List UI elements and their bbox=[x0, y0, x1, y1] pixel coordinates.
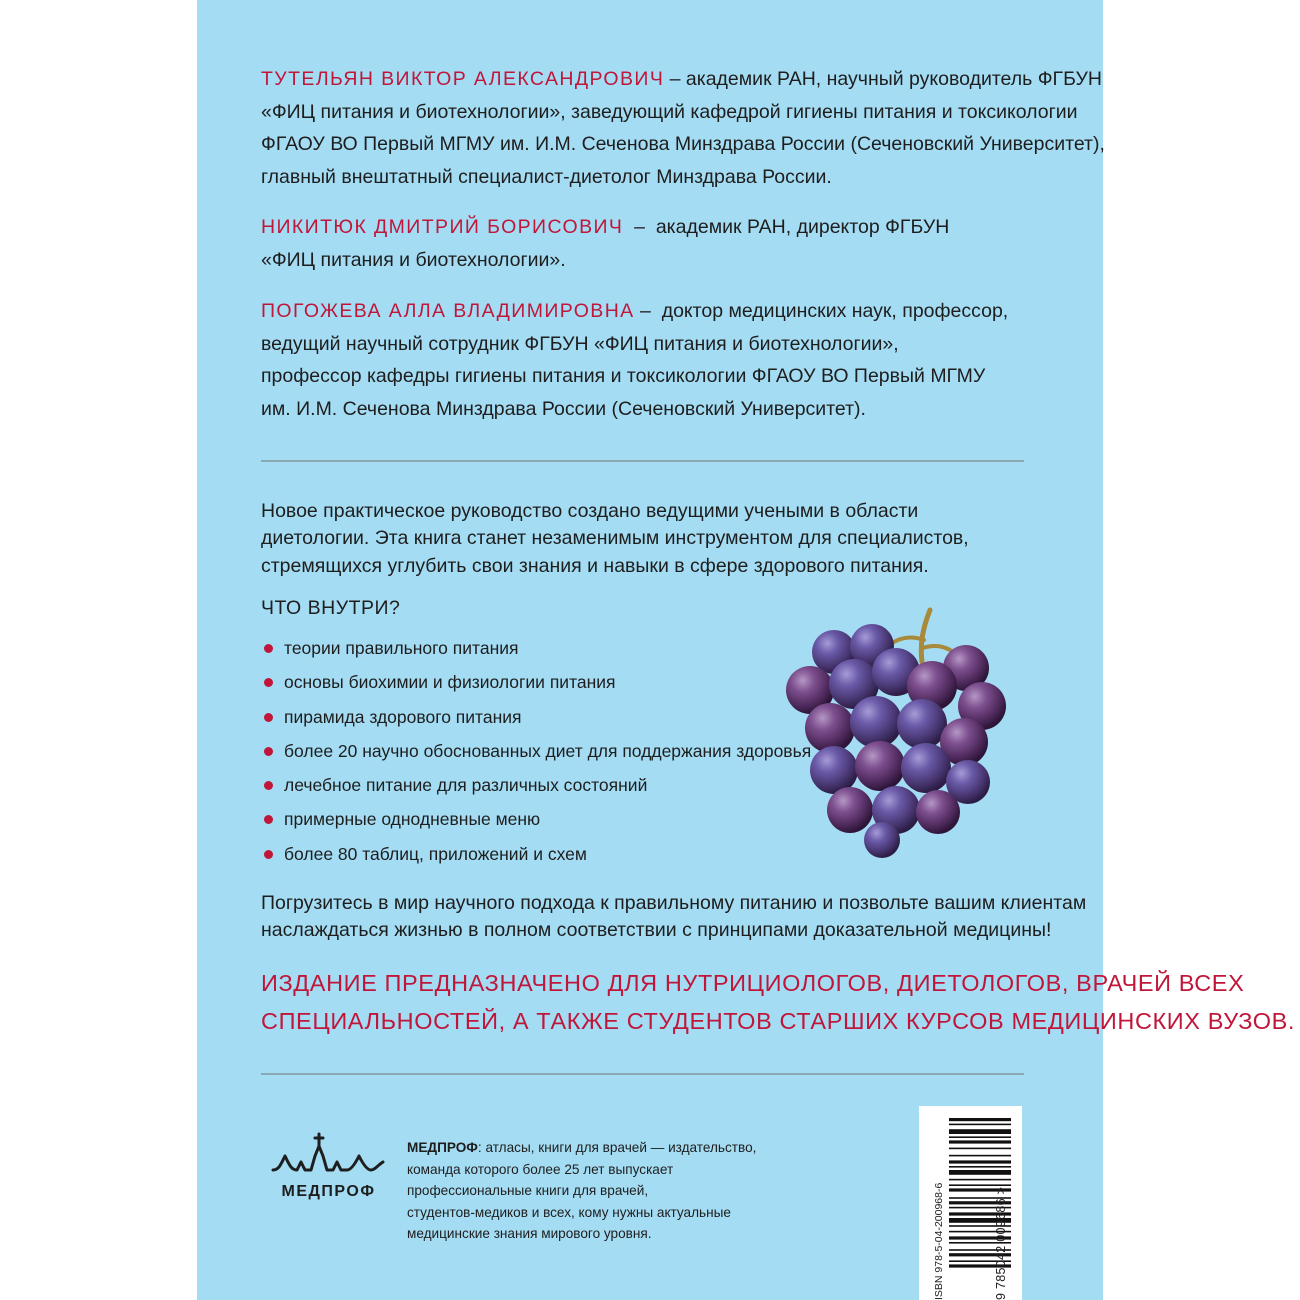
intro-line: диетологии. Эта книга станет незаменимым инструментом для специалистов, bbox=[261, 527, 969, 550]
author-desc-line: «ФИЦ питания и биотехнологии», заведующий кафедрой гигиены питания и токсикологии bbox=[261, 100, 1078, 123]
about-line: : атласы, книги для врачей — издательство, bbox=[477, 1140, 757, 1155]
about-line: студентов-медиков и всех, кому нужны актуальные bbox=[407, 1204, 731, 1220]
inside-heading: ЧТО ВНУТРИ? bbox=[261, 597, 401, 619]
list-item-label: пирамида здорового питания bbox=[284, 706, 522, 727]
skyline-icon bbox=[271, 1126, 386, 1178]
publisher-logo bbox=[271, 1126, 386, 1206]
barcode-bar bbox=[949, 1148, 1011, 1150]
author-desc-line: – академик РАН, научный руководитель ФГБУН bbox=[664, 68, 1102, 90]
author-name: НИКИТЮК ДМИТРИЙ БОРИСОВИЧ bbox=[261, 216, 624, 238]
list-item-label: теории правильного питания bbox=[284, 638, 519, 658]
about-line: команда которого более 25 лет выпускает bbox=[407, 1161, 674, 1177]
about-line: профессиональные книги для врачей, bbox=[407, 1183, 649, 1199]
divider bbox=[261, 1073, 1024, 1075]
list-item bbox=[264, 807, 811, 841]
audience-statement bbox=[261, 965, 1295, 1040]
publisher-logo-text: МЕДПРОФ bbox=[281, 1183, 376, 1200]
barcode-bar bbox=[949, 1140, 1011, 1143]
grapes-illustration bbox=[770, 600, 1050, 860]
list-item bbox=[264, 705, 811, 739]
ean-text: 9 785042 009686 > bbox=[994, 1186, 1008, 1300]
bullet-icon bbox=[264, 850, 273, 859]
barcode-bar bbox=[949, 1155, 1011, 1157]
barcode-bar bbox=[949, 1160, 1011, 1163]
bullet-icon bbox=[264, 815, 273, 824]
list-item bbox=[264, 636, 811, 670]
author-desc-line: – доктор медицинских наук, профессор, bbox=[634, 300, 1009, 322]
intro-line: Новое практическое руководство создано ведущими учеными в области bbox=[261, 500, 919, 522]
audience-line: ИЗДАНИЕ ПРЕДНАЗНАЧЕНО ДЛЯ НУТРИЦИОЛОГОВ, ДИЕТОЛОГОВ, ВРАЧЕЙ ВСЕХ bbox=[261, 970, 1245, 996]
about-line: медицинские знания мирового уровня. bbox=[407, 1226, 652, 1242]
grape-bunch bbox=[786, 624, 1006, 858]
closing-line: наслаждаться жизнью в полном соответствии с принципами доказательной медицины! bbox=[261, 919, 1052, 942]
intro-paragraph bbox=[261, 498, 969, 580]
author-name: ТУТЕЛЬЯН ВИКТОР АЛЕКСАНДРОВИЧ bbox=[261, 68, 665, 90]
author-desc-line: «ФИЦ питания и биотехнологии». bbox=[261, 248, 566, 271]
author-name: ПОГОЖЕВА АЛЛА ВЛАДИМИРОВНА bbox=[261, 300, 635, 322]
list-item-label: лечебное питание для различных состояний bbox=[284, 775, 648, 796]
author-desc-line: им. И.М. Сеченова Минздрава России (Сеченовский Университет). bbox=[261, 397, 866, 420]
author-desc-line: ФГАОУ ВО Первый МГМУ им. И.М. Сеченова Минздрава России (Сеченовский Университет), bbox=[261, 133, 1105, 156]
list-item-label: примерные однодневные меню bbox=[284, 809, 541, 830]
author-desc-line: профессор кафедры гигиены питания и токсикологии ФГАОУ ВО Первый МГМУ bbox=[261, 365, 986, 388]
closing-line: Погрузитесь в мир научного подхода к правильному питанию и позвольте вашим клиентам bbox=[261, 892, 1087, 914]
publisher-name: МЕДПРОФ bbox=[407, 1140, 478, 1155]
author-tutelyan bbox=[261, 63, 1105, 193]
barcode-bar bbox=[949, 1184, 1011, 1186]
author-desc-line: главный внештатный специалист-диетолог Минздрава России. bbox=[261, 165, 832, 188]
barcode-bar bbox=[949, 1118, 1011, 1121]
bullet-icon bbox=[264, 747, 273, 756]
author-nikityuk bbox=[261, 211, 949, 276]
barcode-bar bbox=[949, 1170, 1011, 1175]
list-item bbox=[264, 739, 811, 773]
author-desc-line: – академик РАН, директор ФГБУН bbox=[623, 216, 950, 238]
barcode-bar bbox=[949, 1166, 1011, 1168]
barcode-bar bbox=[949, 1179, 1011, 1181]
bullet-icon bbox=[264, 644, 273, 653]
audience-line: СПЕЦИАЛЬНОСТЕЙ, А ТАКЖЕ СТУДЕНТОВ СТАРШИХ КУРСОВ МЕДИЦИНСКИХ ВУЗОВ. bbox=[261, 1007, 1296, 1034]
list-item-label: основы биохимии и физиологии питания bbox=[284, 672, 616, 693]
isbn-text: ISBN 978-5-04-200968-6 bbox=[933, 1182, 945, 1300]
bullet-icon bbox=[264, 781, 273, 790]
barcode-bar bbox=[949, 1136, 1011, 1138]
closing-paragraph bbox=[261, 890, 1086, 945]
intro-line: стремящихся углубить свои знания и навыки в сфере здорового питания. bbox=[261, 554, 929, 577]
feature-list bbox=[264, 636, 811, 876]
publisher-description bbox=[407, 1137, 756, 1245]
barcode-bar bbox=[949, 1124, 1011, 1126]
bullet-icon bbox=[264, 678, 273, 687]
divider bbox=[261, 460, 1024, 462]
bullet-icon bbox=[264, 713, 273, 722]
list-item bbox=[264, 842, 811, 876]
barcode-bar bbox=[949, 1129, 1011, 1134]
list-item-label: более 80 таблиц, приложений и схем bbox=[284, 843, 587, 864]
list-item bbox=[264, 773, 811, 807]
author-desc-line: ведущий научный сотрудник ФГБУН «ФИЦ питания и биотехнологии», bbox=[261, 332, 899, 355]
list-item-label: более 20 научно обоснованных диет для поддержания здоровья bbox=[284, 740, 812, 761]
author-pogozheva bbox=[261, 295, 1008, 425]
list-item bbox=[264, 670, 811, 704]
